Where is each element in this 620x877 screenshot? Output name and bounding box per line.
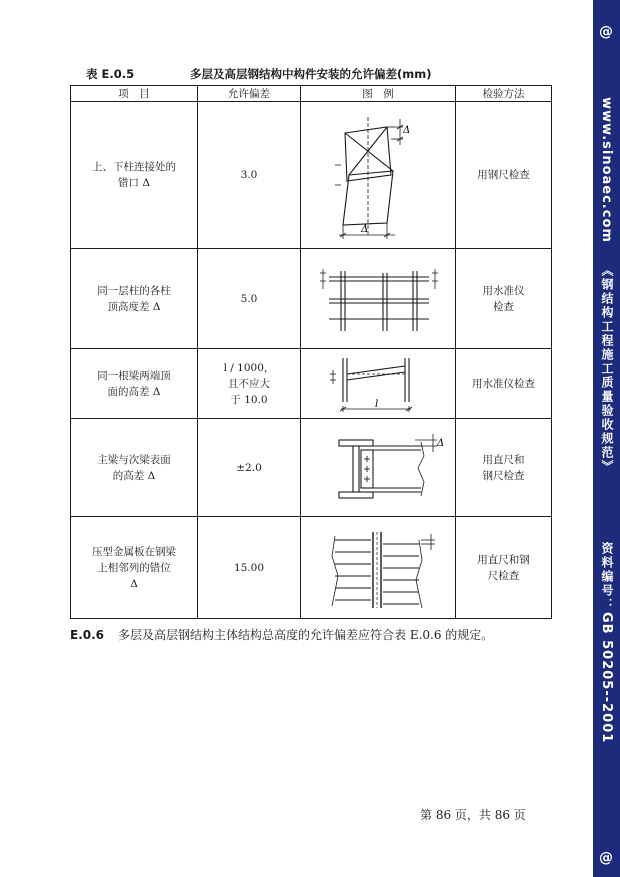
cell-line: 5.0: [240, 292, 258, 305]
cell-line: 尺检查: [487, 569, 520, 582]
row3-illustration: [301, 349, 456, 419]
cell-line: 于 10.0: [230, 393, 268, 406]
row2-method: [456, 249, 552, 349]
cell-line: 用直尺和钢: [477, 553, 530, 566]
cell-line: 的高差 Δ: [112, 469, 156, 482]
table-row: [71, 102, 552, 249]
cell-line: 主梁与次梁表面: [97, 453, 171, 466]
cell-line: 15.00: [233, 561, 265, 574]
row5-tolerance: [198, 517, 301, 619]
banner-id-label: 资料编号：: [600, 541, 614, 612]
row1-delta-top: Δ: [403, 125, 411, 136]
table-header-row: [71, 86, 552, 102]
table-caption: [70, 66, 550, 84]
row2-item: [71, 249, 198, 349]
table-row: [71, 249, 552, 349]
cell-line: 钢尺检查: [482, 469, 525, 482]
row2-tolerance: [198, 249, 301, 349]
cell-line: 且不应大: [228, 377, 270, 390]
row3-method: [456, 349, 552, 419]
row3-span-label: l: [375, 398, 379, 410]
row5-item: [71, 517, 198, 619]
cell-line: 同一根梁两端顶: [97, 369, 171, 382]
beam-end-height-diagram: [303, 352, 453, 416]
profiled-sheet-offset-diagram: [303, 526, 453, 610]
row1-item: [71, 102, 198, 249]
table-row: [71, 517, 552, 619]
row4-delta: Δ: [437, 437, 445, 449]
table-number: 表 E.0.5: [86, 67, 135, 81]
cell-line: 用水准仪检查: [472, 377, 535, 390]
row3-tolerance: [198, 349, 301, 419]
table-row: [71, 349, 552, 419]
header-method: 检验方法: [456, 86, 552, 102]
row4-tolerance: [198, 419, 301, 517]
banner-book-title: 《钢结构工程施工质量验收规范》: [600, 264, 614, 474]
table-title: 多层及高层钢结构中构件安装的允许偏差(mm): [190, 67, 432, 81]
cell-line: l / 1000，: [223, 361, 275, 374]
clause-text: 多层及高层钢结构主体结构总高度的允许偏差应符合表 E.0.6 的规定。: [118, 628, 494, 642]
banner-url: www.sinoaec.com: [599, 97, 614, 243]
column-top-height-diagram: [303, 259, 453, 339]
clause-number: E.0.6: [70, 628, 105, 642]
row2-illustration: [301, 249, 456, 349]
cell-line: 用直尺和: [482, 453, 525, 466]
row4-item: [71, 419, 198, 517]
cell-line: 用水准仪: [482, 284, 525, 297]
row1-illustration: [301, 102, 456, 249]
clause-paragraph: [70, 626, 590, 644]
page-footer: 第 86 页，共 86 页: [420, 808, 526, 822]
cell-line: 3.0: [240, 169, 258, 181]
cell-line: Δ: [130, 577, 138, 590]
row4-illustration: [301, 419, 456, 517]
header-illustration: 图 例: [301, 86, 456, 102]
column-splice-diagram: [303, 105, 453, 245]
row3-item: [71, 349, 198, 419]
main-secondary-beam-diagram: [303, 428, 453, 508]
row1-delta-bottom: Δ: [361, 224, 369, 235]
row4-method: [456, 419, 552, 517]
banner-document-id: [593, 540, 620, 745]
row5-method: [456, 517, 552, 619]
banner-at-bottom: @: [599, 849, 614, 866]
row5-illustration: [301, 517, 456, 619]
cell-line: ±2.0: [236, 461, 262, 474]
cell-line: 错口 Δ: [118, 177, 150, 189]
cell-line: 上、下柱连接处的: [92, 161, 176, 173]
row1-tolerance: [198, 102, 301, 249]
cell-line: 同一层柱的各柱: [97, 284, 171, 297]
table-row: [71, 419, 552, 517]
cell-line: 压型金属板在钢梁: [92, 545, 176, 558]
banner-id-code: GB 50205--2001: [599, 611, 614, 744]
cell-line: 面的高差 Δ: [107, 385, 161, 398]
header-item: 项 目: [71, 86, 198, 102]
tolerance-table: [70, 85, 552, 619]
cell-line: 用钢尺检查: [477, 169, 530, 181]
row1-method: [456, 102, 552, 249]
banner-at-top: @: [599, 23, 614, 40]
cell-line: 上相邻列的错位: [97, 561, 171, 574]
header-tolerance: 允许偏差: [198, 86, 301, 102]
cell-line: 检查: [493, 300, 514, 313]
cell-line: 顶高度差 Δ: [107, 300, 161, 313]
side-banner: [593, 0, 620, 877]
